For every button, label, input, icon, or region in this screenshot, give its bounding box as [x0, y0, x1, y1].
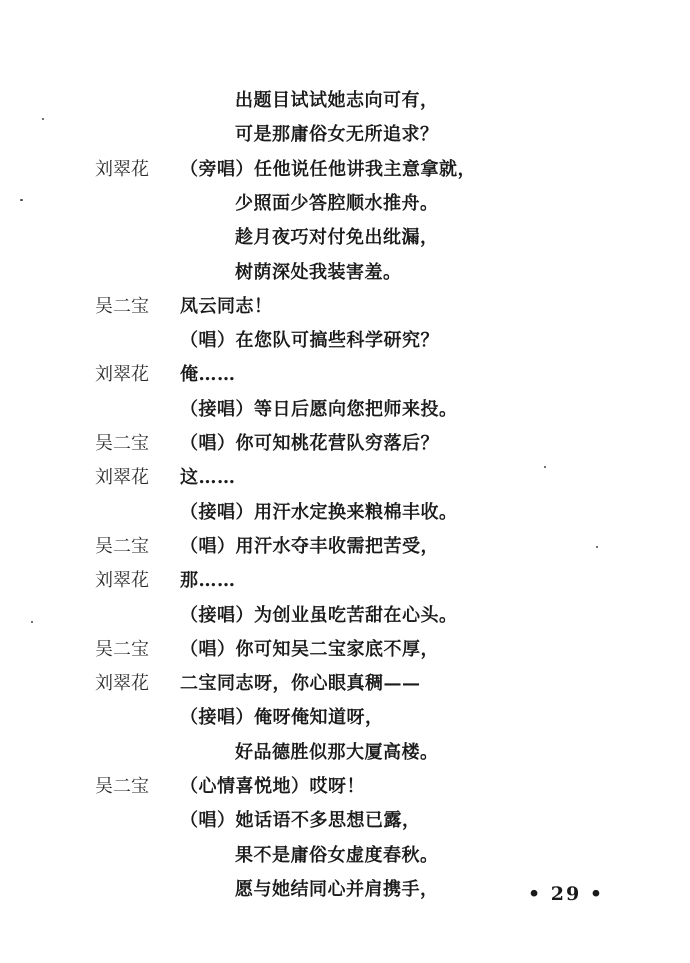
scan-speck	[596, 546, 598, 548]
page-number: • 29 •	[528, 883, 604, 905]
script-line	[0, 667, 690, 701]
scan-speck	[20, 199, 23, 201]
script-line	[0, 393, 690, 427]
dialogue-text: 好品德胜似那大厦高楼。	[235, 742, 439, 763]
script-line	[0, 84, 690, 118]
dialogue-text: （接唱）等日后愿向您把师来投。	[180, 399, 458, 420]
script-line	[0, 221, 690, 255]
script-line	[0, 187, 690, 221]
dialogue-text: （唱）在您队可搞些科学研究？	[180, 330, 439, 351]
dialogue-text: 果不是庸俗女虚度春秋。	[235, 845, 439, 866]
dialogue-text: 俺……	[180, 364, 236, 385]
script-line	[0, 633, 690, 667]
speaker-name: 刘翠花	[95, 570, 149, 591]
script-line	[0, 324, 690, 358]
script-line	[0, 358, 690, 392]
script-line	[0, 290, 690, 324]
script-line	[0, 118, 690, 152]
scan-speck	[31, 621, 33, 623]
speaker-name: 刘翠花	[95, 159, 149, 180]
dialogue-text: （心情喜悦地）哎呀！	[180, 776, 365, 797]
script-line	[0, 256, 690, 290]
speaker-name: 刘翠花	[95, 467, 149, 488]
dialogue-text: （接唱）为创业虽吃苦甜在心头。	[180, 605, 458, 626]
script-line	[0, 427, 690, 461]
dialogue-text: 可是那庸俗女无所追求？	[235, 124, 439, 145]
speaker-name: 刘翠花	[95, 673, 149, 694]
speaker-name: 吴二宝	[95, 639, 149, 660]
scan-speck	[544, 466, 546, 468]
script-line	[0, 736, 690, 770]
speaker-name: 刘翠花	[95, 364, 149, 385]
dialogue-text: 二宝同志呀，你心眼真稠——	[180, 673, 421, 694]
dialogue-text: （唱）你可知吴二宝家底不厚，	[180, 639, 439, 660]
dialogue-text: （旁唱）任他说任他讲我主意拿就，	[180, 159, 476, 180]
dialogue-text: 趁月夜巧对付免出纰漏，	[235, 227, 439, 248]
dialogue-text: （接唱）俺呀俺知道呀，	[180, 707, 384, 728]
dialogue-text: （唱）她话语不多思想已露，	[180, 810, 421, 831]
dialogue-text: 这……	[180, 467, 236, 488]
dialogue-text: 那……	[180, 570, 236, 591]
dialogue-text: （唱）用汗水夺丰收需把苦受，	[180, 536, 439, 557]
script-line	[0, 153, 690, 187]
dialogue-text: 出题目试试她志向可有，	[235, 90, 439, 111]
script-line	[0, 804, 690, 838]
script-line	[0, 530, 690, 564]
speaker-name: 吴二宝	[95, 536, 149, 557]
speaker-name: 吴二宝	[95, 776, 149, 797]
script-line	[0, 701, 690, 735]
dialogue-text: 树荫深处我装害羞。	[235, 262, 402, 283]
script-line	[0, 564, 690, 598]
script-line	[0, 496, 690, 530]
dialogue-text: 凤云同志！	[180, 296, 273, 317]
dialogue-text: 少照面少答腔顺水推舟。	[235, 193, 439, 214]
dialogue-text: （接唱）用汗水定换来粮棉丰收。	[180, 502, 458, 523]
script-line	[0, 599, 690, 633]
script-line	[0, 461, 690, 495]
scan-speck	[42, 118, 44, 120]
dialogue-text: 愿与她结同心并肩携手，	[235, 879, 439, 900]
dialogue-text: （唱）你可知桃花营队穷落后？	[180, 433, 439, 454]
script-line	[0, 839, 690, 873]
speaker-name: 吴二宝	[95, 296, 149, 317]
script-line	[0, 770, 690, 804]
speaker-name: 吴二宝	[95, 433, 149, 454]
